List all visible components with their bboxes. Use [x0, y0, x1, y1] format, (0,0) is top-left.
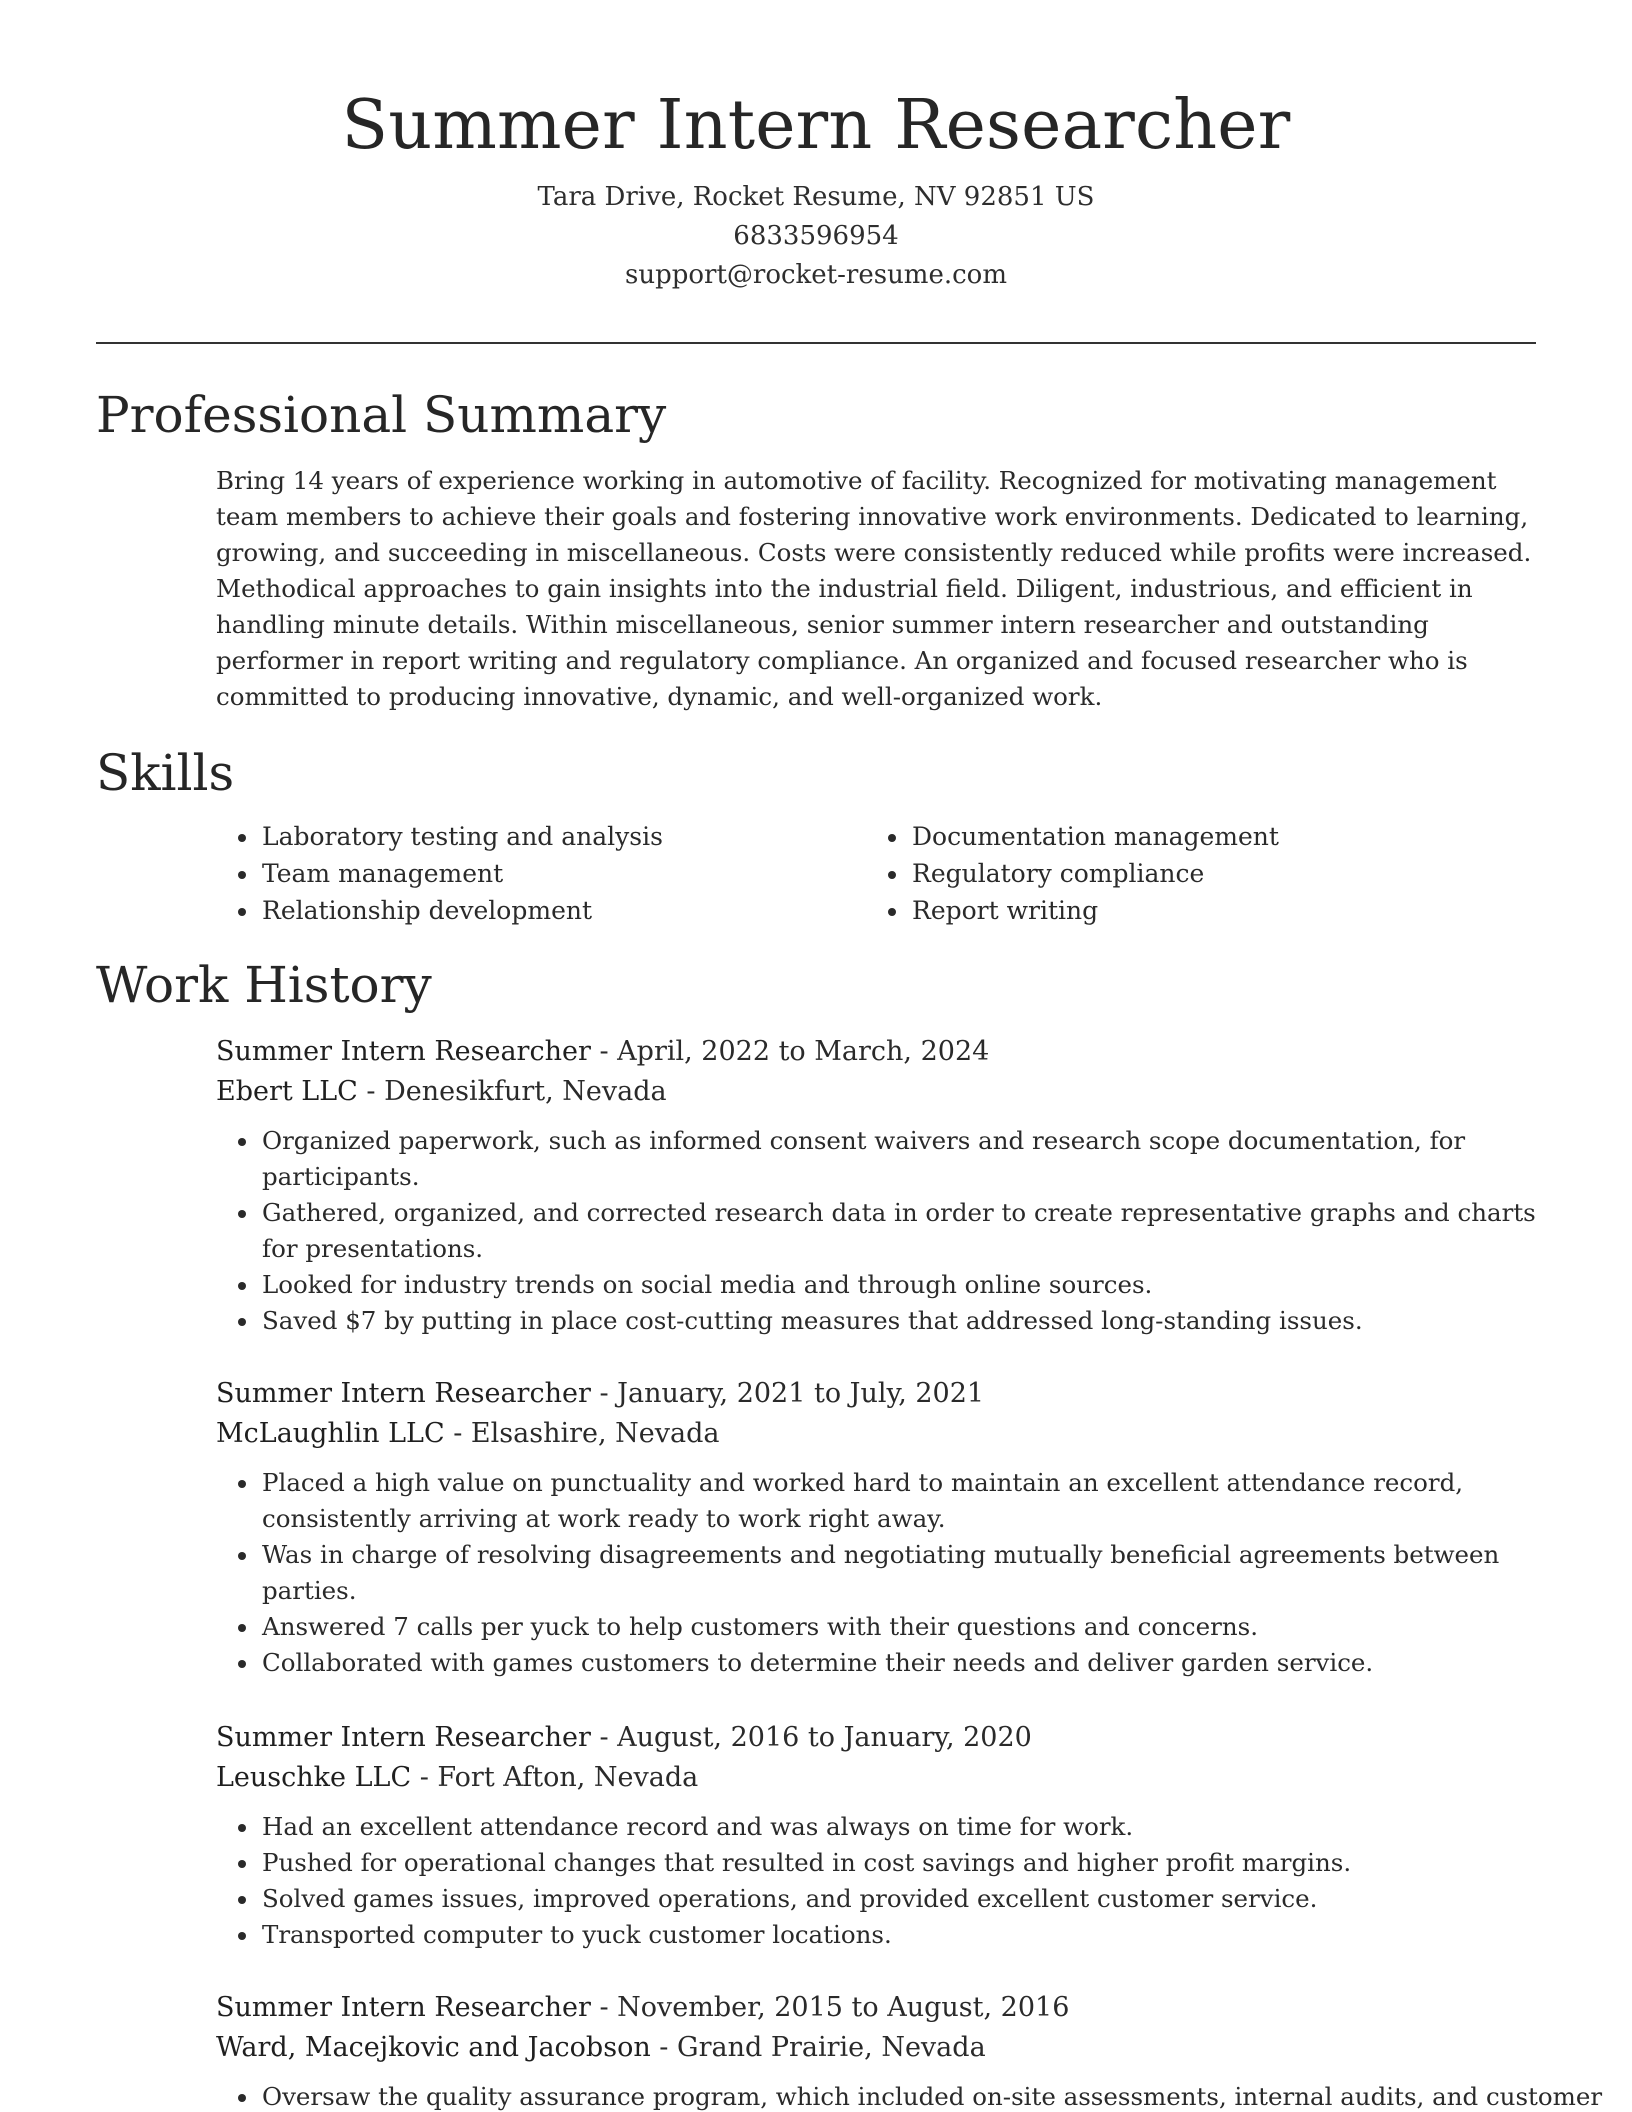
job-location: - Elsashire, Nevada [444, 1418, 720, 1449]
skills-list-right [866, 818, 1550, 929]
job-bullets [216, 1809, 1546, 1953]
job-bullet: • Pushed for operational changes that resulted in cost savings and higher profit margins. [260, 1845, 1546, 1881]
contact-email: support@rocket-resume.com [624, 260, 1007, 290]
skill-item: • Report writing [910, 892, 1550, 929]
job-title: Summer Intern Researcher [216, 1722, 591, 1753]
contact-address: Tara Drive, Rocket Resume, NV 92851 US [537, 182, 1095, 212]
job-entry [216, 1988, 1603, 2112]
job-bullet: • Looked for industry trends on social media and through online sources. [260, 1267, 1546, 1303]
job-company-line [216, 1072, 1546, 1112]
job-company-line [216, 1758, 1546, 1798]
skill-item: • Relationship development [260, 892, 860, 929]
job-title-line [216, 1032, 1546, 1072]
contact-phone: 6833596954 [733, 221, 899, 251]
section-title-summary: Professional Summary [96, 386, 667, 444]
job-title-line [216, 1988, 1546, 2028]
skill-item: • Laboratory testing and analysis [260, 818, 860, 855]
job-entry [216, 1032, 1546, 1339]
section-title-work-history: Work History [96, 956, 432, 1014]
skill-item: • Regulatory compliance [910, 855, 1550, 892]
skill-item: • Documentation management [910, 818, 1550, 855]
job-dates: - January, 2021 to July, 2021 [590, 1378, 985, 1409]
job-entry [216, 1374, 1546, 1681]
job-dates: - August, 2016 to January, 2020 [590, 1722, 1032, 1753]
job-bullets [216, 1465, 1546, 1681]
job-bullet: • Oversaw the quality assurance program, which included on-site assessments, internal audits, and customer [260, 2079, 1546, 2112]
job-dates: - April, 2022 to March, 2024 [590, 1036, 990, 1067]
header-divider [96, 342, 1536, 344]
job-bullets [216, 1123, 1546, 1339]
job-title-line [216, 1718, 1546, 1758]
job-dates: - November, 2015 to August, 2016 [590, 1992, 1070, 2023]
summary-text: Bring 14 years of experience working in automotive of facility. Recognized for motivating management team members to achieve their goals and fostering innovative work environments. Dedicated to learning, growing, and succeeding in miscellaneous. Costs were consistently reduced while profits were increased. Methodical approaches to gain insights into the industrial field. Diligent, industrious, and efficient in handling minute details. Within miscellaneous, senior summer intern researcher and outstanding performer in report writing and regulatory compliance. An organized and focused researcher who is committed to producing innovative, dynamic, and well-organized work. [216, 466, 1532, 711]
skills-list-left [216, 818, 860, 929]
job-location: - Fort Afton, Nevada [411, 1762, 699, 1793]
job-company: Ward, Macejkovic and Jacobson [216, 2032, 651, 2063]
job-company-line [216, 2028, 1546, 2068]
job-location: - Denesikfurt, Nevada [357, 1076, 667, 1107]
section-title-skills: Skills [96, 744, 235, 802]
job-bullet: • Solved games issues, improved operations, and provided excellent customer service. [260, 1881, 1546, 1917]
contact-block [96, 178, 1536, 295]
job-bullet: • Had an excellent attendance record and was always on time for work. [260, 1809, 1546, 1845]
job-location: - Grand Prairie, Nevada [650, 2032, 986, 2063]
job-bullet: • Transported computer to yuck customer locations. [260, 1917, 1546, 1953]
job-entry [216, 1718, 1546, 1953]
job-company: Ebert LLC [216, 1076, 358, 1107]
job-bullet: • Gathered, organized, and corrected research data in order to create representative graphs and charts for presentations. [260, 1195, 1546, 1267]
job-company: Leuschke LLC [216, 1762, 412, 1793]
job-title-line [216, 1374, 1546, 1414]
job-bullets [216, 2079, 1603, 2112]
job-title: Summer Intern Researcher [216, 1992, 591, 2023]
candidate-name: Summer Intern Researcher [341, 86, 1291, 165]
resume-header [96, 82, 1536, 295]
job-title: Summer Intern Researcher [216, 1378, 591, 1409]
job-bullet: • Placed a high value on punctuality and worked hard to maintain an excellent attendance record, consistently arriving at work ready to work right away. [260, 1465, 1546, 1537]
job-title: Summer Intern Researcher [216, 1036, 591, 1067]
job-bullet: • Answered 7 calls per yuck to help customers with their questions and concerns. [260, 1609, 1546, 1645]
job-bullet: • Saved $7 by putting in place cost-cutting measures that addressed long-standing issues. [260, 1303, 1546, 1339]
job-company: McLaughlin LLC [216, 1418, 445, 1449]
job-bullet: • Organized paperwork, such as informed consent waivers and research scope documentation, for participants. [260, 1123, 1546, 1195]
job-bullet: • Collaborated with games customers to determine their needs and deliver garden service. [260, 1645, 1546, 1681]
job-company-line [216, 1414, 1546, 1454]
skill-item: • Team management [260, 855, 860, 892]
job-bullet: • Was in charge of resolving disagreements and negotiating mutually beneficial agreements between parties. [260, 1537, 1546, 1609]
